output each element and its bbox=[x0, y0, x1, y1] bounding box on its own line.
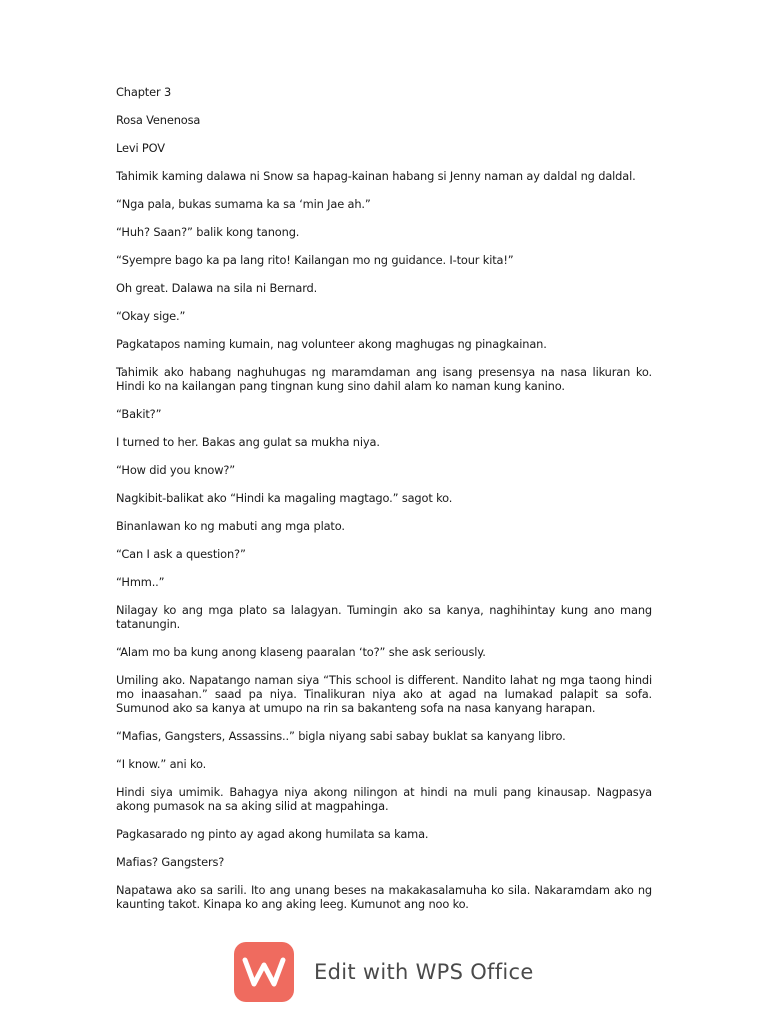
paragraph: “Syempre bago ka pa lang rito! Kailangan mo ng guidance. I-tour kita!” bbox=[116, 253, 514, 267]
paragraph: Oh great. Dalawa na sila ni Bernard. bbox=[116, 281, 318, 295]
paragraph: Umiling ako. Napatango naman siya “This school is different. Nandito lahat ng mga taong hindi mo inaasahan.” saad pa niya. Tinalikuran niya ako at agad na lumakad palapit sa sofa. Sumunod ako sa kanya at umupo na rin sa bakanteng sofa na nasa kanyang harapan. bbox=[116, 673, 652, 715]
wps-edit-banner[interactable] bbox=[234, 942, 534, 1002]
paragraph: Nagkibit-balikat ako “Hindi ka magaling magtago.” sagot ko. bbox=[116, 491, 453, 505]
paragraph: “Alam mo ba kung anong klaseng paaralan ‘to?” she ask seriously. bbox=[116, 645, 486, 659]
paragraph: I turned to her. Bakas ang gulat sa mukha niya. bbox=[116, 435, 380, 449]
chapter-subtitle: Rosa Venenosa bbox=[116, 113, 201, 127]
pov-label: Levi POV bbox=[116, 141, 165, 155]
paragraph: “Mafias, Gangsters, Assassins..” bigla niyang sabi sabay buklat sa kanyang libro. bbox=[116, 729, 566, 743]
paragraph: “Hmm..” bbox=[116, 575, 165, 589]
paragraph: “Can I ask a question?” bbox=[116, 547, 246, 561]
paragraph: Pagkatapos naming kumain, nag volunteer akong maghugas ng pinagkainan. bbox=[116, 337, 547, 351]
document-body bbox=[116, 85, 652, 925]
paragraph: Tahimik kaming dalawa ni Snow sa hapag-kainan habang si Jenny naman ay daldal ng daldal. bbox=[116, 169, 636, 183]
edit-with-wps-label[interactable]: Edit with WPS Office bbox=[314, 960, 534, 984]
wps-office-logo-icon[interactable] bbox=[234, 942, 294, 1002]
paragraph: “Okay sige.” bbox=[116, 309, 186, 323]
paragraph: Pagkasarado ng pinto ay agad akong humilata sa kama. bbox=[116, 827, 429, 841]
paragraph: “Huh? Saan?” balik kong tanong. bbox=[116, 225, 300, 239]
paragraph: “I know.” ani ko. bbox=[116, 757, 207, 771]
paragraph: “Nga pala, bukas sumama ka sa ‘min Jae ah.” bbox=[116, 197, 371, 211]
paragraph: Napatawa ako sa sarili. Ito ang unang beses na makakasalamuha ko sila. Nakaramdam ako ng kaunting takot. Kinapa ko ang aking leeg. Kumunot ang noo ko. bbox=[116, 883, 652, 911]
wps-w-glyph-icon bbox=[242, 955, 286, 989]
paragraph: “How did you know?” bbox=[116, 463, 236, 477]
paragraph: Binanlawan ko ng mabuti ang mga plato. bbox=[116, 519, 345, 533]
paragraph: “Bakit?” bbox=[116, 407, 162, 421]
paragraph: Hindi siya umimik. Bahagya niya akong nilingon at hindi na muli pang kinausap. Nagpasya akong pumasok na sa aking silid at magpahinga. bbox=[116, 785, 652, 813]
paragraph: Mafias? Gangsters? bbox=[116, 855, 225, 869]
paragraph: Tahimik ako habang naghuhugas ng maramdaman ang isang presensya na nasa likuran ko. Hindi ko na kailangan pang tingnan kung sino dahil alam ko naman kung kanino. bbox=[116, 365, 652, 393]
paragraph: Nilagay ko ang mga plato sa lalagyan. Tumingin ako sa kanya, naghihintay kung ano mang tatanungin. bbox=[116, 603, 652, 631]
chapter-title: Chapter 3 bbox=[116, 85, 172, 99]
